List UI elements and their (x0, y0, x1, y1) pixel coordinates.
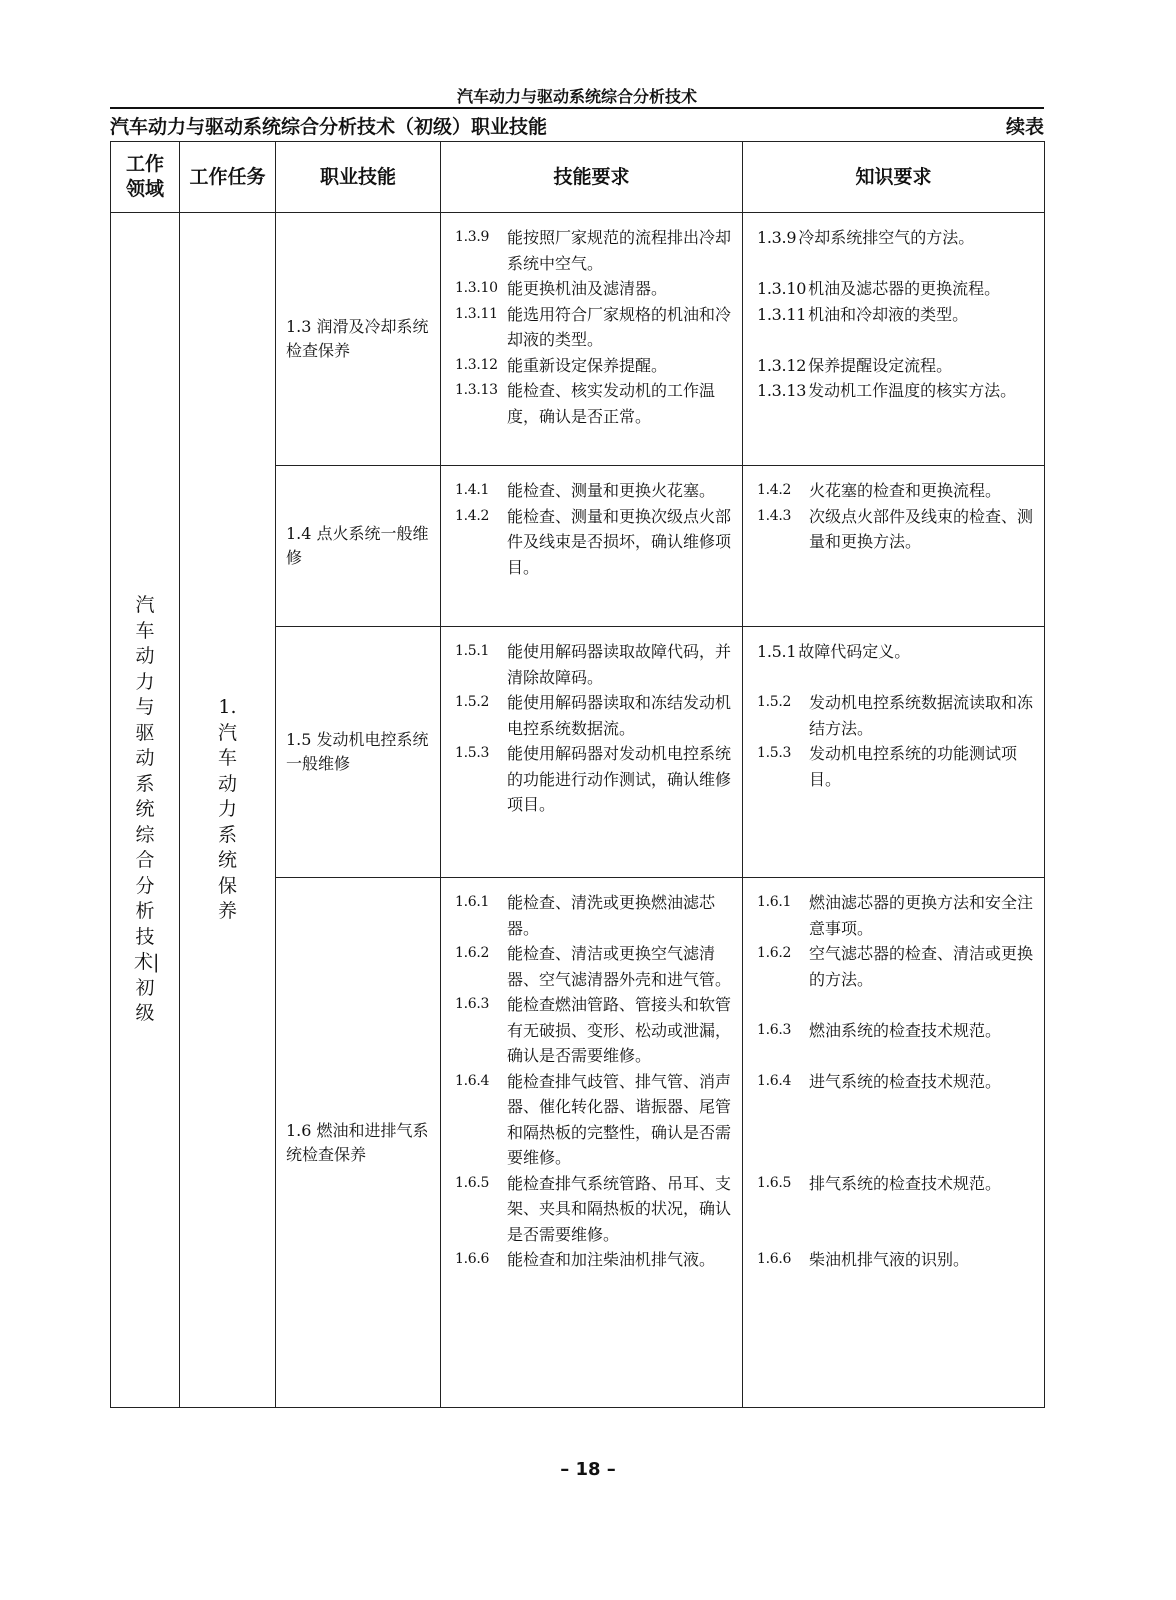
list-item: 1.6.1 能检查、清洗或更换燃油滤芯器。 (455, 893, 716, 938)
col-header-task: 工作任务 (180, 142, 276, 213)
skill-name: 1.4 点火系统一般维修 (286, 524, 429, 567)
list-item: 1.3.11 机油和冷却液的类型。 (757, 304, 969, 324)
list-item: 1.6.5 能检查排气系统管路、吊耳、支架、夹具和隔热板的状况，确认是否需要维修。 (455, 1173, 732, 1244)
skill-cell (276, 466, 441, 627)
knowledge-cell (743, 627, 1045, 878)
skill-cell (276, 627, 441, 878)
table-row (111, 213, 1045, 466)
skill-name: 1.3 润滑及冷却系统检查保养 (286, 317, 429, 360)
knowledge-cell (743, 878, 1045, 1408)
header-rule (110, 107, 1044, 109)
knowledge-cell (743, 466, 1045, 627)
list-item: 1.5.1 故障代码定义。 (757, 642, 911, 661)
table-title-bar (110, 112, 1044, 138)
list-item: 1.6.3 燃油系统的检查技术规范。 (757, 1020, 1002, 1040)
requirements-cell (441, 466, 743, 627)
running-head: 汽车动力与驱动系统综合分析技术 (456, 87, 697, 106)
table-title: 汽车动力与驱动系统综合分析技术（初级）职业技能 (110, 116, 548, 138)
list-item: 1.5.3 发动机电控系统的功能测试项目。 (757, 744, 1018, 789)
list-item: 1.6.1 燃油滤芯器的更换方法和安全注意事项。 (757, 893, 1034, 938)
list-item: 1.4.1 能检查、测量和更换火花塞。 (455, 481, 716, 500)
list-item: 1.5.3 能使用解码器对发动机电控系统的功能进行动作测试，确认维修项目。 (455, 744, 732, 814)
list-item: 1.3.9 能按照厂家规范的流程排出冷却系统中空气。 (455, 228, 732, 273)
list-item: 1.6.2 能检查、清洁或更换空气滤清器、空气滤清器外壳和进气管。 (455, 944, 732, 989)
requirements-cell (441, 213, 743, 466)
list-item: 1.6.2 空气滤芯器的检查、清洁或更换的方法。 (757, 944, 1034, 989)
skill-name: 1.6 燃油和进排气系统检查保养 (286, 1120, 429, 1164)
work-task-cell (180, 213, 276, 1408)
list-item: 1.3.13 发动机工作温度的核实方法。 (757, 381, 1017, 400)
skill-cell (276, 878, 441, 1408)
col-header-knowledge: 知识要求 (743, 142, 1045, 213)
requirements-cell (441, 627, 743, 878)
list-item: 1.3.13 能检查、核实发动机的工作温度，确认是否正常。 (455, 381, 716, 426)
skills-table (110, 141, 1045, 1408)
col-header-skill: 职业技能 (276, 142, 441, 213)
list-item: 1.3.9 冷却系统排空气的方法。 (757, 228, 975, 247)
list-item: 1.3.12 保养提醒设定流程。 (757, 355, 953, 375)
list-item: 1.4.2 能检查、测量和更换次级点火部件及线束是否损坏，确认维修项目。 (455, 506, 732, 577)
continued-label: 续表 (1005, 116, 1044, 138)
requirements-cell (441, 878, 743, 1408)
list-item: 1.3.11 能选用符合厂家规格的机油和冷却液的类型。 (455, 304, 732, 349)
col-header-requirements: 技能要求 (441, 142, 743, 213)
list-item: 1.4.2 火花塞的检查和更换流程。 (757, 481, 1002, 500)
work-task: 1.汽车动力系统保养 (217, 696, 237, 923)
list-item: 1.3.10 机油及滤芯器的更换流程。 (757, 279, 1001, 298)
list-item: 1.6.4 能检查排气歧管、排气管、消声器、催化转化器、谐振器、尾管和隔热板的完整性，确认是否需要维修。 (455, 1071, 732, 1167)
list-item: 1.6.6 能检查和加注柴油机排气液。 (455, 1250, 716, 1269)
page-number: – 18 – (560, 1459, 616, 1480)
list-item: 1.5.1 能使用解码器读取故障代码，并清除故障码。 (455, 642, 732, 687)
list-item: 1.6.3 能检查燃油管路、管接头和软管有无破损、变形、松动或泄漏，确认是否需要维修。 (455, 995, 732, 1065)
knowledge-cell (743, 213, 1045, 466)
list-item: 1.6.4 进气系统的检查技术规范。 (757, 1071, 1002, 1091)
work-domain: 汽车动力与驱动系统综合分析技术|初级 (134, 594, 160, 1025)
list-item: 1.4.3 次级点火部件及线束的检查、测量和更换方法。 (757, 506, 1034, 551)
list-item: 1.6.5 排气系统的检查技术规范。 (757, 1173, 1002, 1193)
work-domain-cell (111, 213, 180, 1408)
table-header-row (111, 142, 1045, 213)
skill-cell (276, 213, 441, 466)
col-header-domain: 工作领域 (111, 142, 180, 213)
list-item: 1.5.2 能使用解码器读取和冻结发动机电控系统数据流。 (455, 693, 732, 738)
list-item: 1.6.6 柴油机排气液的识别。 (757, 1250, 970, 1269)
list-item: 1.3.12 能重新设定保养提醒。 (455, 355, 668, 375)
list-item: 1.3.10 能更换机油及滤清器。 (455, 279, 668, 298)
skill-name: 1.5 发动机电控系统一般维修 (286, 730, 429, 773)
list-item: 1.5.2 发动机电控系统数据流读取和冻结方法。 (757, 693, 1034, 738)
